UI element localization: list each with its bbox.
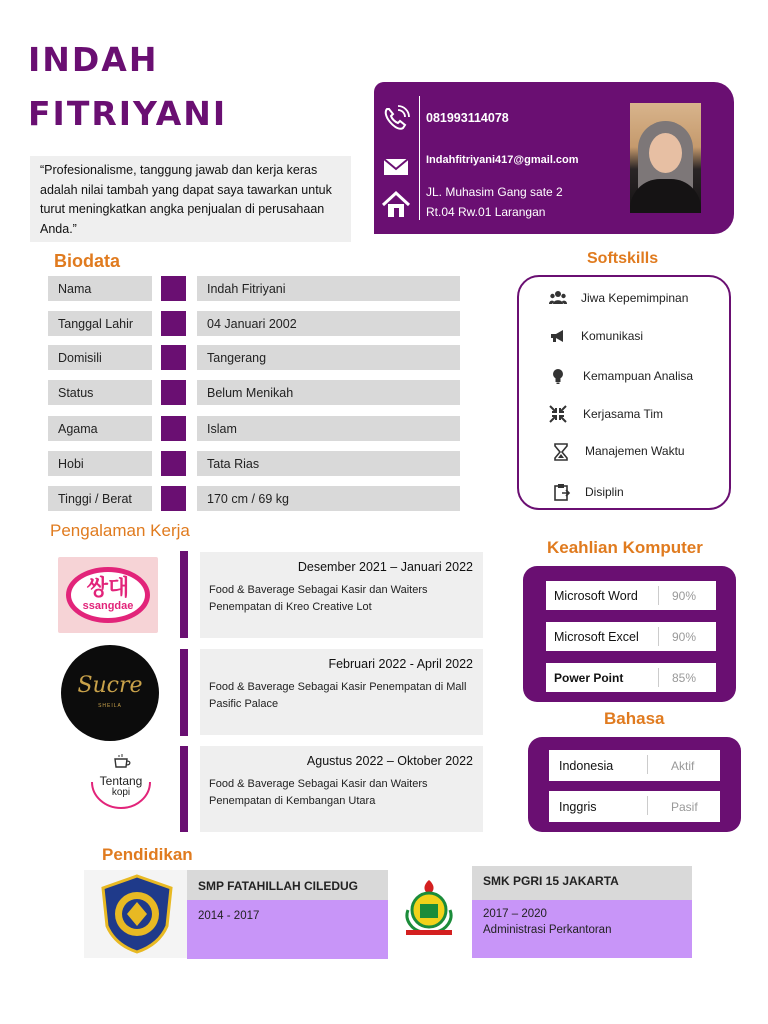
work-desc: Food & Baverage Sebagai Kasir dan Waiters Penempatan di Kreo Creative Lot [209, 584, 428, 613]
biodata-value: 170 cm / 69 kg [197, 486, 460, 511]
work-bar [180, 746, 188, 832]
work-date: Agustus 2022 – Oktober 2022 [306, 754, 473, 768]
biodata-value: Tata Rias [197, 451, 460, 476]
biodata-marker [161, 276, 186, 301]
skill-name: Microsoft Excel [554, 630, 639, 644]
last-name: FITRIYANI [28, 94, 228, 133]
school-name: SMP FATAHILLAH CILEDUG [187, 870, 388, 900]
profile-quote: “Profesionalisme, tanggung jawab dan kerja keras adalah nilai tambah yang dapat saya tawarkan untuk turut meningkatkan angka penjualan di perusahaan Anda.” [30, 156, 351, 242]
language-row [549, 791, 720, 822]
language-card [528, 737, 741, 832]
language-separator [647, 755, 648, 774]
work-desc: Food & Baverage Sebagai Kasir dan Waiters Penempatan di Kembangan Utara [209, 778, 428, 807]
work-item [200, 649, 483, 735]
work-desc: Food & Baverage Sebagai Kasir Penempatan di Mall Pasific Palace [209, 681, 467, 710]
hourglass-icon [552, 443, 570, 461]
work-heading: Pengalaman Kerja [50, 521, 190, 540]
softskill-label: Jiwa Kepemimpinan [581, 291, 689, 305]
megaphone-icon [549, 327, 567, 345]
biodata-label: Nama [48, 276, 152, 301]
work-item [200, 746, 483, 832]
smp-fatahillah-logo [97, 874, 177, 954]
skill-level: 90% [672, 589, 697, 603]
computer-skills-card [523, 566, 736, 702]
softskill-label: Komunikasi [581, 329, 644, 343]
biodata-marker [161, 451, 186, 476]
skill-separator [658, 668, 659, 687]
softskill-label: Manajemen Waktu [585, 444, 685, 458]
skill-separator [658, 627, 659, 646]
phone-icon [381, 104, 411, 134]
team-icon [549, 289, 567, 307]
school-years: 2014 - 2017 [187, 900, 388, 959]
computer-heading: Keahlian Komputer [547, 538, 703, 557]
work-date: Februari 2022 - April 2022 [328, 657, 473, 671]
biodata-label: Agama [48, 416, 152, 441]
contact-card [374, 82, 734, 234]
language-separator [647, 796, 648, 815]
work-item [200, 552, 483, 638]
education-heading: Pendidikan [102, 845, 193, 864]
language-level: Pasif [671, 800, 698, 814]
biodata-marker [161, 311, 186, 336]
clipboard-icon [553, 483, 571, 501]
skill-row [546, 622, 716, 651]
softskill-label: Disiplin [585, 485, 624, 499]
address-line1: JL. Muhasim Gang sate 2 [426, 185, 563, 199]
skill-row [546, 663, 716, 692]
skill-separator [658, 586, 659, 605]
language-heading: Bahasa [604, 709, 665, 728]
softskill-label: Kerjasama Tim [583, 407, 664, 421]
school-years: 2017 – 2020 [483, 908, 547, 920]
first-name: INDAH [28, 40, 159, 79]
skill-level: 90% [672, 630, 697, 644]
softskill-label: Kemampuan Analisa [583, 369, 694, 383]
mail-icon [381, 152, 411, 182]
biodata-heading: Biodata [54, 251, 121, 271]
profile-photo [630, 103, 701, 213]
skill-name: Microsoft Word [554, 589, 638, 603]
sucre-logo: Sucre SHEILA [61, 645, 159, 741]
softskills-heading: Softskills [587, 250, 659, 267]
work-bar [180, 649, 188, 736]
skill-level: 85% [672, 671, 697, 685]
tentang-kopi-logo: Tentang kopi [86, 750, 156, 812]
language-level: Aktif [671, 759, 695, 773]
collapse-arrows-icon [549, 405, 567, 423]
phone-number[interactable]: 081993114078 [426, 111, 509, 125]
school-major: Administrasi Perkantoran [483, 924, 612, 936]
email-address[interactable]: Indahfitriyani417@gmail.com [426, 154, 579, 166]
ssangdae-logo: 쌍대 ssangdae [58, 557, 158, 633]
lightbulb-icon [549, 367, 567, 385]
biodata-label: Tanggal Lahir [48, 311, 152, 336]
softskills-box [517, 275, 731, 510]
address-line2: Rt.04 Rw.01 Larangan [426, 205, 546, 219]
home-icon [381, 190, 411, 220]
school-name: SMK PGRI 15 JAKARTA [472, 866, 692, 900]
biodata-marker [161, 486, 186, 511]
biodata-value: 04 Januari 2002 [197, 311, 460, 336]
work-date: Desember 2021 – Januari 2022 [297, 560, 473, 574]
biodata-marker [161, 345, 186, 370]
language-row [549, 750, 720, 781]
biodata-label: Domisili [48, 345, 152, 370]
skill-name: Power Point [554, 671, 624, 685]
biodata-value: Islam [197, 416, 460, 441]
biodata-label: Status [48, 380, 152, 405]
biodata-value: Indah Fitriyani [197, 276, 460, 301]
biodata-marker [161, 380, 186, 405]
biodata-marker [161, 416, 186, 441]
smk-pgri-logo [398, 876, 460, 938]
biodata-value: Belum Menikah [197, 380, 460, 405]
biodata-value: Tangerang [197, 345, 460, 370]
contact-divider [419, 96, 420, 220]
work-bar [180, 551, 188, 638]
biodata-label: Tinggi / Berat [48, 486, 152, 511]
school-info [472, 900, 692, 958]
language-name: Inggris [559, 800, 597, 814]
skill-row [546, 581, 716, 610]
language-name: Indonesia [559, 759, 614, 773]
biodata-label: Hobi [48, 451, 152, 476]
